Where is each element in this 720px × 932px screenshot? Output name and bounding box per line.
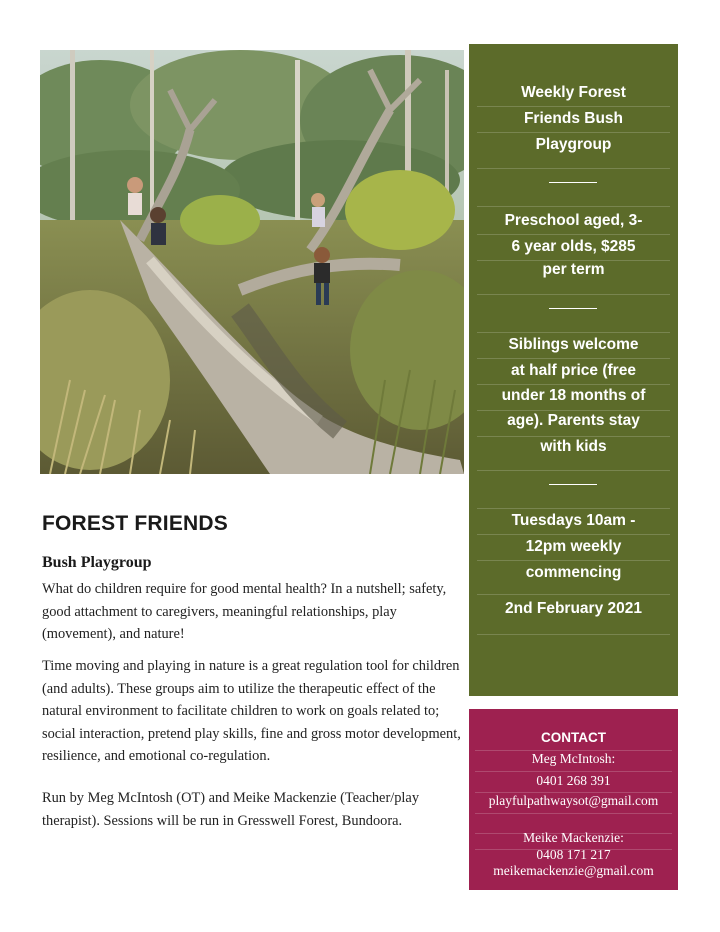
info-line: Siblings welcome	[508, 336, 639, 353]
page-title: FOREST FRIENDS	[42, 512, 228, 535]
info-divider	[549, 484, 597, 485]
info-line: at half price (free	[511, 362, 636, 379]
info-line: 2nd February 2021	[505, 600, 642, 617]
info-line: under 18 months of	[501, 387, 646, 404]
info-line: Playgroup	[535, 136, 612, 153]
info-divider	[549, 308, 597, 309]
info-line: 6 year olds, $285	[511, 238, 636, 255]
forest-photo	[40, 50, 464, 474]
info-line: Friends Bush	[523, 110, 624, 127]
info-rule	[477, 470, 670, 471]
page-subtitle: Bush Playgroup	[42, 554, 152, 571]
info-line: Weekly Forest	[521, 84, 626, 101]
contact-phone-meg: 0401 268 391	[536, 773, 611, 788]
info-rule	[477, 294, 670, 295]
info-line: commencing	[525, 564, 622, 581]
info-line: Tuesdays 10am -	[511, 512, 636, 529]
info-line: age). Parents stay	[507, 412, 640, 429]
contact-name-meg: Meg McIntosh:	[531, 751, 616, 766]
forest-photo-icon	[40, 50, 464, 474]
intro-paragraph: What do children require for good mental health? In a nutshell; safety, good attachment to caregivers, meaningful relationships, play (movement), and nature!	[42, 581, 447, 642]
info-rule	[477, 634, 670, 635]
info-divider	[549, 182, 597, 183]
contact-email-meg[interactable]: playfulpathwaysot@gmail.com	[488, 793, 659, 808]
facilitators-paragraph: Run by Meg McIntosh (OT) and Meike Mackenzie (Teacher/play therapist). Sessions will be run in Gresswell Forest, Bundoora.	[42, 790, 420, 829]
contact-email-meike[interactable]: meikemackenzie@gmail.com	[493, 863, 654, 878]
contact-panel	[469, 709, 678, 890]
info-rule	[477, 594, 670, 595]
contact-title: CONTACT	[541, 730, 606, 745]
info-rule	[477, 168, 670, 169]
contact-phone-meike: 0408 171 217	[536, 847, 611, 862]
contact-rule	[475, 813, 672, 814]
contact-name-meike: Meike Mackenzie:	[523, 830, 624, 845]
info-rule	[477, 206, 670, 207]
info-line: 12pm weekly	[525, 538, 622, 555]
info-line: Preschool aged, 3-	[504, 212, 643, 229]
info-line: with kids	[540, 438, 607, 455]
info-panel	[469, 44, 678, 696]
goals-paragraph: Time moving and playing in nature is a great regulation tool for children (and adults). These groups aim to utilize the therapeutic effect of the natural environment to facilitate children to work on goals related to; social interaction, pretend play skills, fine and gross motor development, resilience, and emotional co-regulation.	[42, 658, 461, 764]
info-line: per term	[542, 261, 605, 278]
